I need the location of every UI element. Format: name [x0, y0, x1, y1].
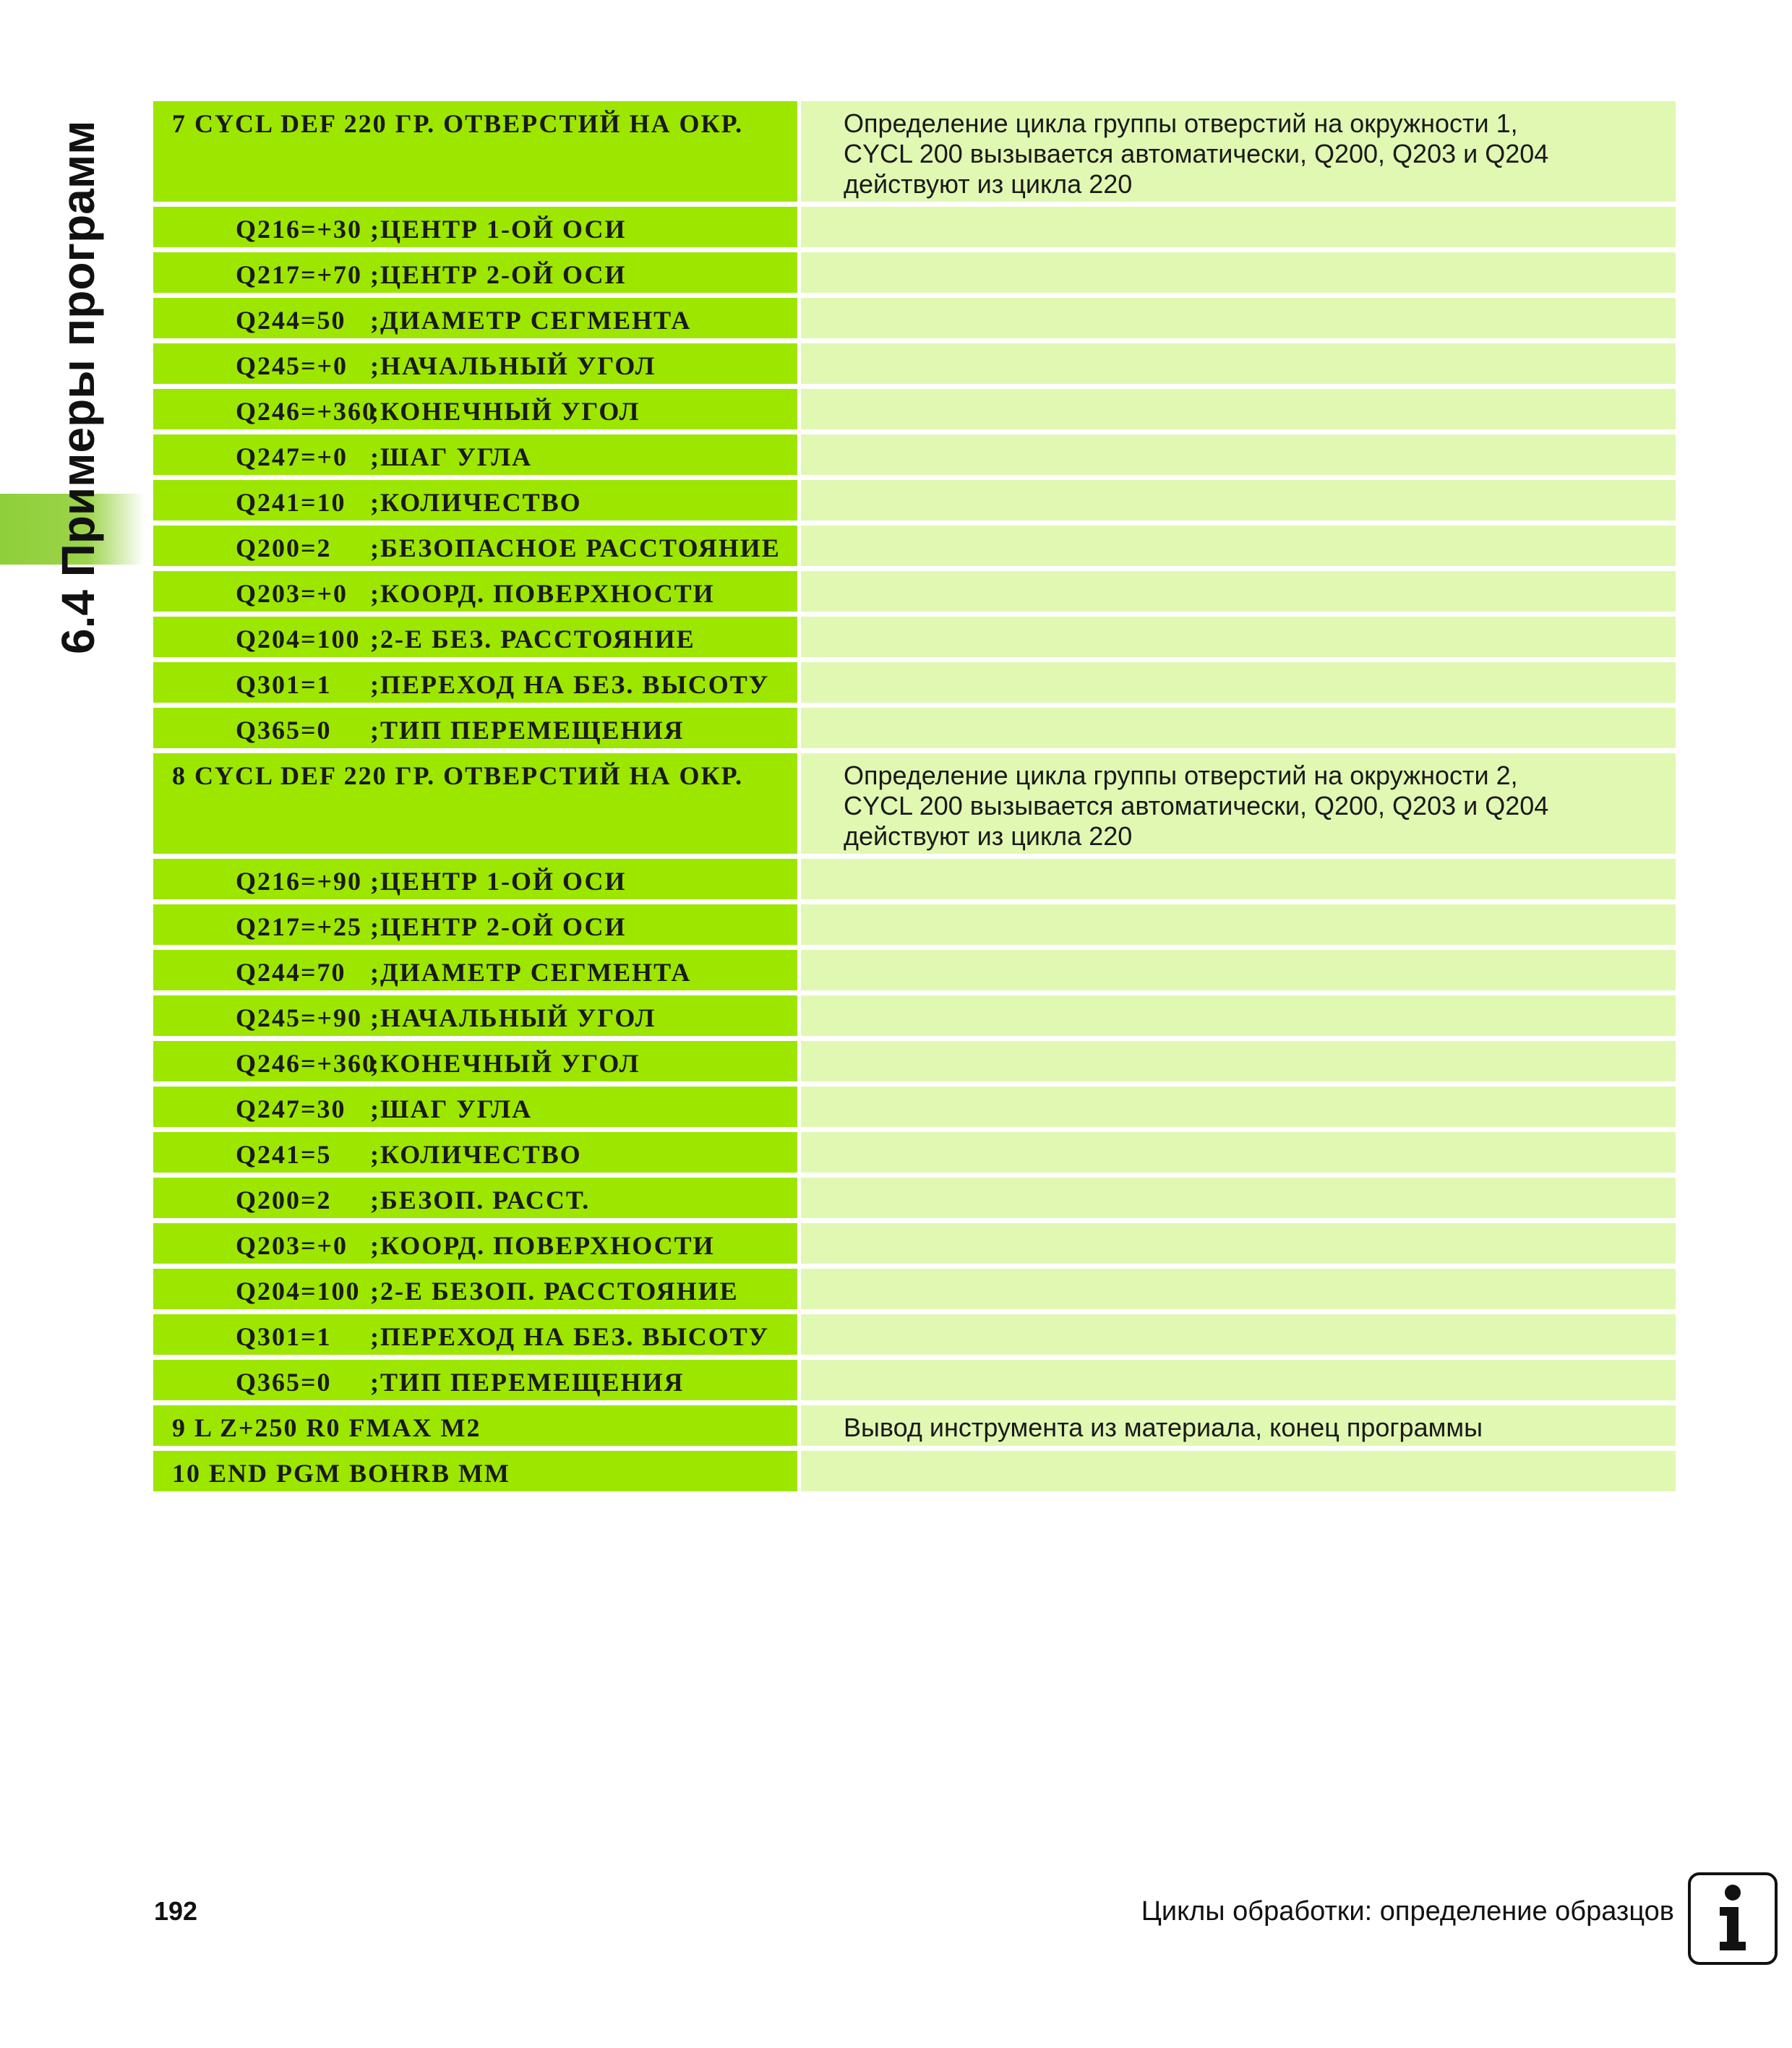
nc-code-cell	[153, 950, 797, 990]
description-cell	[801, 389, 1676, 429]
nc-code-cell	[153, 207, 797, 247]
parameter-comment: ;КОЛИЧЕСТВО	[370, 488, 582, 517]
parameter-comment: ;КООРД. ПОВЕРХНОСТИ	[370, 579, 715, 608]
parameter-comment: ;ДИАМЕТР СЕГМЕНТА	[370, 958, 692, 987]
nc-code-cell	[153, 904, 797, 945]
page-number: 192	[154, 1896, 198, 1926]
nc-code-cell	[153, 1360, 797, 1400]
nc-code-cell	[153, 995, 797, 1036]
description-cell	[801, 207, 1676, 247]
program-line	[153, 1178, 1676, 1218]
nc-code-cell	[153, 1132, 797, 1173]
program-listing	[153, 101, 1676, 1491]
description-cell	[801, 859, 1676, 899]
nc-code-cell	[153, 252, 797, 293]
nc-code-cell: 10 END PGM BOHRB MM	[153, 1451, 797, 1491]
nc-code-cell	[153, 571, 797, 612]
q-parameter: Q301=1	[236, 670, 332, 699]
q-parameter: Q204=100	[236, 1277, 361, 1306]
nc-code-cell	[153, 617, 797, 657]
nc-code-cell: 8 CYCL DEF 220 ГР. ОТВЕРСТИЙ НА ОКР.	[153, 753, 797, 854]
parameter-comment: ;ЦЕНТР 2-ОЙ ОСИ	[370, 912, 627, 941]
q-parameter: Q244=70	[236, 958, 346, 987]
program-line	[153, 1269, 1676, 1309]
parameter-comment: ;КОЛИЧЕСТВО	[370, 1140, 582, 1169]
info-icon	[1688, 1872, 1778, 1965]
program-line	[153, 1314, 1676, 1355]
program-line	[153, 1087, 1676, 1127]
description-cell	[801, 1041, 1676, 1081]
parameter-comment: ;2-Е БЕЗ. РАССТОЯНИЕ	[370, 625, 695, 654]
parameter-comment: ;ШАГ УГЛА	[370, 1094, 533, 1123]
description-cell	[801, 950, 1676, 990]
program-line	[153, 617, 1676, 657]
description-cell	[801, 1132, 1676, 1173]
description-cell	[801, 526, 1676, 566]
q-parameter: Q203=+0	[236, 1231, 348, 1260]
description-cell	[801, 1223, 1676, 1264]
program-line	[153, 207, 1676, 247]
q-parameter: Q301=1	[236, 1322, 332, 1351]
nc-code-cell	[153, 343, 797, 384]
parameter-comment: ;ТИП ПЕРЕМЕЩЕНИЯ	[370, 1368, 685, 1397]
parameter-comment: ;ЦЕНТР 1-ОЙ ОСИ	[370, 867, 627, 896]
parameter-comment: ;НАЧАЛЬНЫЙ УГОЛ	[370, 1003, 656, 1032]
program-line	[153, 389, 1676, 429]
q-parameter: Q241=5	[236, 1140, 332, 1169]
description-cell: Определение цикла группы отверстий на окружности 2, CYCL 200 вызывается автоматически, Q200, Q203 и Q204 действуют из цикла 220	[801, 753, 1676, 854]
program-line	[153, 1360, 1676, 1400]
parameter-comment: ;ТИП ПЕРЕМЕЩЕНИЯ	[370, 716, 685, 745]
description-cell	[801, 662, 1676, 703]
q-parameter: Q247=30	[236, 1094, 346, 1123]
chapter-title: Циклы обработки: определение образцов	[1141, 1896, 1674, 1927]
q-parameter: Q203=+0	[236, 579, 348, 608]
q-parameter: Q246=+360	[236, 1049, 377, 1078]
nc-code-cell	[153, 662, 797, 703]
program-line	[153, 1451, 1676, 1491]
parameter-comment: ;ШАГ УГЛА	[370, 442, 533, 471]
nc-code-cell	[153, 1223, 797, 1264]
q-parameter: Q246=+360	[236, 397, 377, 426]
program-line	[153, 1223, 1676, 1264]
nc-code-cell: 7 CYCL DEF 220 ГР. ОТВЕРСТИЙ НА ОКР.	[153, 101, 797, 202]
q-parameter: Q216=+30	[236, 215, 363, 244]
nc-code-cell	[153, 1178, 797, 1218]
q-parameter: Q244=50	[236, 306, 346, 335]
nc-code-cell	[153, 1087, 797, 1127]
nc-code-cell	[153, 480, 797, 520]
nc-code-cell	[153, 1269, 797, 1309]
q-parameter: Q365=0	[236, 1368, 332, 1397]
program-line	[153, 101, 1676, 202]
program-line	[153, 753, 1676, 854]
q-parameter: Q365=0	[236, 716, 332, 745]
nc-code-cell	[153, 1314, 797, 1355]
parameter-comment: ;КОНЕЧНЫЙ УГОЛ	[370, 1049, 640, 1078]
program-line	[153, 480, 1676, 520]
parameter-comment: ;КОНЕЧНЫЙ УГОЛ	[370, 397, 640, 426]
description-cell: Вывод инструмента из материала, конец программы	[801, 1405, 1676, 1446]
nc-code-cell: 9 L Z+250 R0 FMAX M2	[153, 1405, 797, 1446]
program-line	[153, 1405, 1676, 1446]
description-cell	[801, 1178, 1676, 1218]
nc-code-cell	[153, 298, 797, 338]
description-cell	[801, 252, 1676, 293]
nc-code-cell	[153, 526, 797, 566]
parameter-comment: ;ПЕРЕХОД НА БЕЗ. ВЫСОТУ	[370, 670, 770, 699]
description-cell	[801, 434, 1676, 475]
parameter-comment: ;ЦЕНТР 2-ОЙ ОСИ	[370, 260, 627, 289]
q-parameter: Q241=10	[236, 488, 346, 517]
q-parameter: Q200=2	[236, 1186, 332, 1214]
program-line	[153, 662, 1676, 703]
nc-code-cell	[153, 389, 797, 429]
program-line	[153, 708, 1676, 748]
description-cell	[801, 617, 1676, 657]
section-title: 6.4 Примеры программ	[52, 120, 104, 654]
q-parameter: Q247=+0	[236, 442, 348, 471]
program-line	[153, 995, 1676, 1036]
program-line	[153, 526, 1676, 566]
parameter-comment: ;БЕЗОПАСНОЕ РАССТОЯНИЕ	[370, 534, 781, 562]
q-parameter: Q245=+90	[236, 1003, 363, 1032]
program-line	[153, 950, 1676, 990]
q-parameter: Q204=100	[236, 625, 361, 654]
parameter-comment: ;ДИАМЕТР СЕГМЕНТА	[370, 306, 692, 335]
program-line	[153, 298, 1676, 338]
q-parameter: Q200=2	[236, 534, 332, 562]
description-cell: Определение цикла группы отверстий на окружности 1, CYCL 200 вызывается автоматически, Q200, Q203 и Q204 действуют из цикла 220	[801, 101, 1676, 202]
nc-code-cell	[153, 1041, 797, 1081]
parameter-comment: ;2-Е БЕЗОП. РАССТОЯНИЕ	[370, 1277, 739, 1306]
nc-code-cell	[153, 434, 797, 475]
parameter-comment: ;ЦЕНТР 1-ОЙ ОСИ	[370, 215, 627, 244]
parameter-comment: ;КООРД. ПОВЕРХНОСТИ	[370, 1231, 715, 1260]
q-parameter: Q216=+90	[236, 867, 363, 896]
description-cell	[801, 1360, 1676, 1400]
q-parameter: Q217=+70	[236, 260, 363, 289]
program-line	[153, 1132, 1676, 1173]
program-line	[153, 859, 1676, 899]
description-cell	[801, 571, 1676, 612]
program-line	[153, 343, 1676, 384]
program-line	[153, 571, 1676, 612]
info-icon-glyph	[1691, 1875, 1775, 1962]
nc-code-cell	[153, 859, 797, 899]
q-parameter: Q245=+0	[236, 351, 348, 380]
parameter-comment: ;НАЧАЛЬНЫЙ УГОЛ	[370, 351, 656, 380]
description-cell	[801, 904, 1676, 945]
nc-code-cell	[153, 708, 797, 748]
description-cell	[801, 1451, 1676, 1491]
program-line	[153, 434, 1676, 475]
parameter-comment: ;ПЕРЕХОД НА БЕЗ. ВЫСОТУ	[370, 1322, 770, 1351]
q-parameter: Q217=+25	[236, 912, 363, 941]
program-line	[153, 252, 1676, 293]
description-cell	[801, 1087, 1676, 1127]
description-cell	[801, 1314, 1676, 1355]
description-cell	[801, 995, 1676, 1036]
parameter-comment: ;БЕЗОП. РАССТ.	[370, 1186, 591, 1214]
description-cell	[801, 480, 1676, 520]
description-cell	[801, 298, 1676, 338]
program-line	[153, 1041, 1676, 1081]
description-cell	[801, 708, 1676, 748]
description-cell	[801, 1269, 1676, 1309]
description-cell	[801, 343, 1676, 384]
program-line	[153, 904, 1676, 945]
